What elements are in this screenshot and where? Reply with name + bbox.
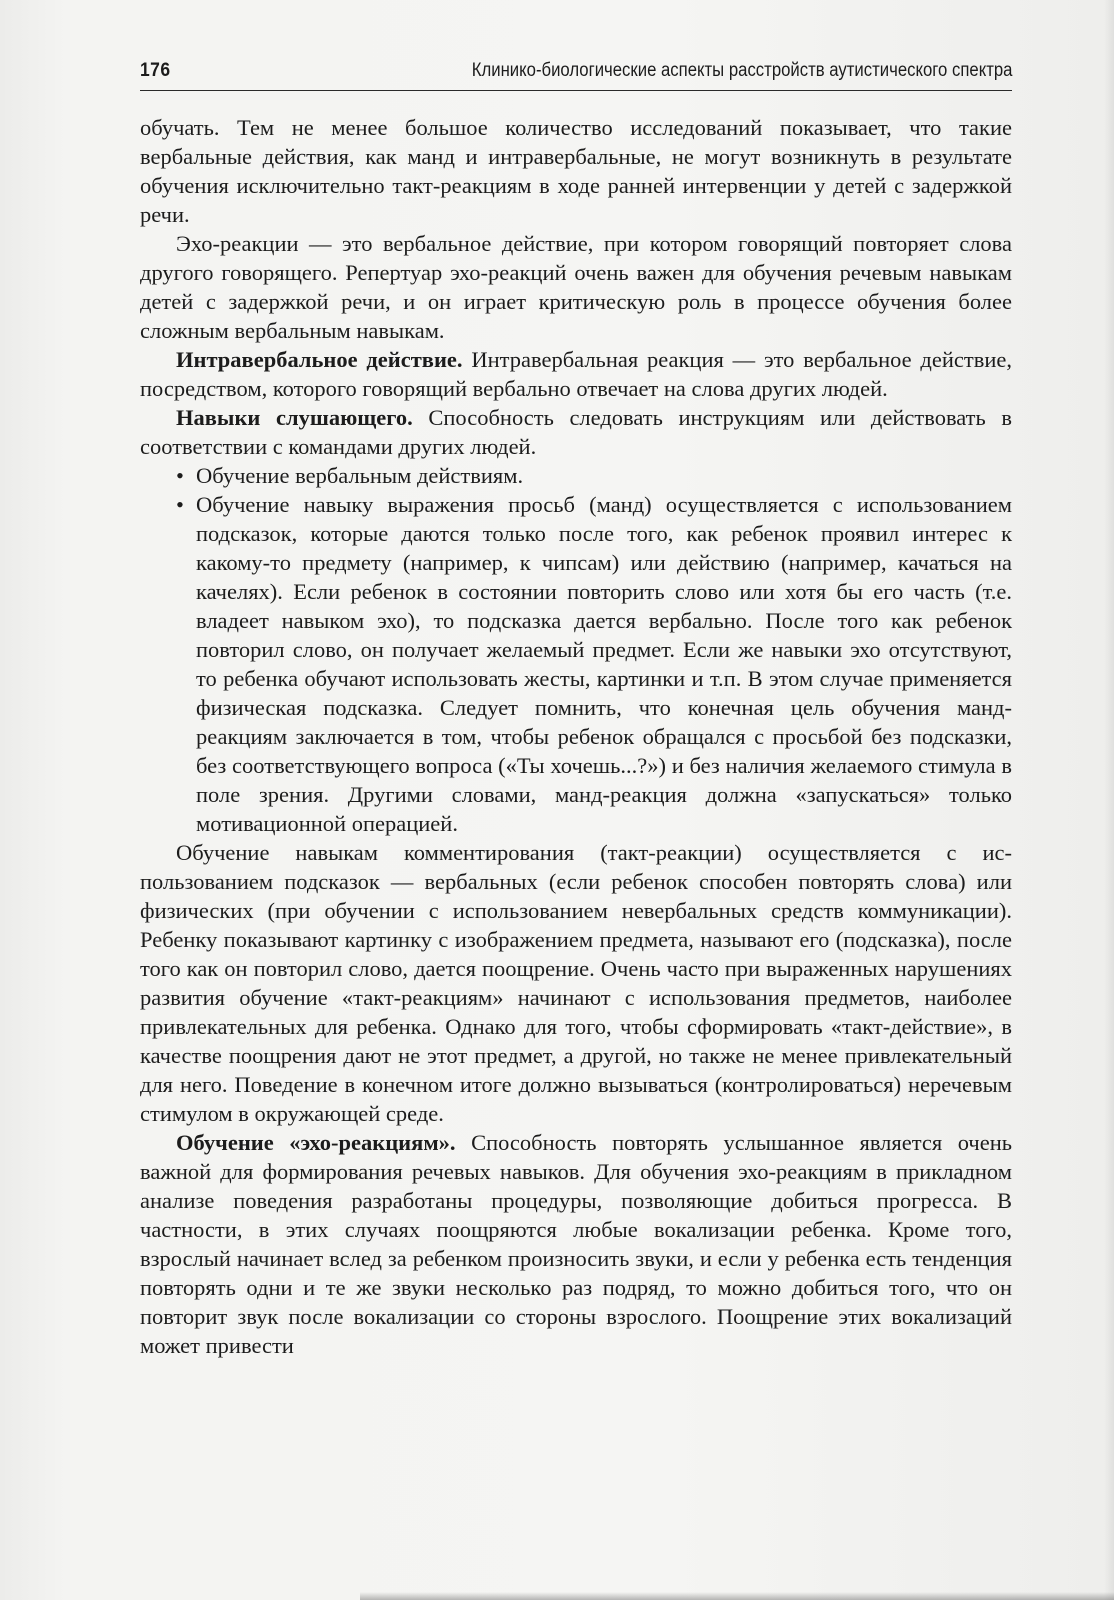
listener-skills-text: Способность следовать инструкциям или действовать в соответствии с командами других людей. bbox=[140, 405, 1012, 459]
intraverbal-text: Интравербальная реакция — это вербальное действие, посредством, которого говорящий вербально отвечает на слова других людей. bbox=[140, 347, 1012, 401]
list-item-text: Обучение вербальным действиям. bbox=[196, 463, 524, 488]
listener-skills-heading: Навыки слушающего. bbox=[176, 405, 413, 430]
intraverbal-heading: Интравербальное действие. bbox=[176, 347, 463, 372]
echo-training-heading: Обучение «эхо-реакциям». bbox=[176, 1130, 456, 1155]
body-text bbox=[140, 113, 1012, 1360]
echo-training-text: Способность повторять услышанное является очень важной для формирования речевых навыков. Для обучения эхо-реакциям в прикладном анализе поведения разработаны процедуры, позволяющие добиться прогресса. В частности, в этих случаях поощряются любые вокализации ребенка. Кроме того, взрослый начинает вслед за ребенком произносить звуки, и если у ребенка есть тенденция повторять одни и те же звуки несколько раз подряд, то можно добиться того, что он повторит звук после вокализации со стороны взрослого. Поощрение этих вокализаций может привести bbox=[140, 1130, 1012, 1358]
bullet-icon: • bbox=[176, 492, 184, 517]
list-item bbox=[176, 490, 1012, 838]
page-bottom-shadow bbox=[360, 1592, 1114, 1600]
paragraph-intraverbal bbox=[140, 345, 1012, 403]
paragraph-echo-reactions: Эхо-реакции — это вербальное действие, при котором говорящий повторяет слова другого говорящего. Репертуар эхо-реакций очень важен для обучения речевым навыкам детей с задержкой речи, и он играет критическую роль в процессе обучения более сложным вербальным навыкам. bbox=[140, 231, 1012, 343]
page-edge-shadow bbox=[1104, 0, 1114, 1600]
bullet-icon: • bbox=[176, 463, 184, 488]
paragraph-listener-skills bbox=[140, 403, 1012, 461]
paragraph-continuation: обучать. Тем не менее большое количество исследований показывает, что такие вербальные действия, как манд и интравербальные, не могут возникнуть в результате обучения исключительно такт-реакциям в ходе ранней интервенции у детей с задержкой речи. bbox=[140, 115, 1012, 227]
paragraph-tact-training: Обучение навыкам комментирования (такт-реакции) осуществляется с использованием подсказок — вербальных (если ребенок способен повторять слова) или физических (при обучении с использованием невербальных средств коммуникации). Ребенку показывают картинку с изображением предмета, называют его (подсказка), после того как он повторил слово, дается поощрение. Очень часто при выраженных нарушениях развития обучение «такт-реакциям» начинают с использования предметов, наиболее привлекательных для ребенка. Однако для того, чтобы сформировать «такт-действие», в качестве поощрения дают не этот предмет, а другой, но также не менее привлекательный для него. Поведение в конечном итоге должно вызываться (контролироваться) неречевым стимулом в окружающей среде. bbox=[140, 840, 1012, 1126]
paragraph-echo-training bbox=[140, 1128, 1012, 1360]
running-title: Клинико-биологические аспекты расстройств аутистического спектра bbox=[471, 60, 1012, 81]
list-item-text: Обучение навыку выражения просьб (манд) осуществляется с использованием подсказок, которые даются только после того, как ребенок проявил интерес к какому-то предмету (например, к чипсам) или действию (например, качаться на качелях). Если ребенок в состоянии повторить слово или хотя бы его часть (т.е. владеет навыком эхо), то подсказка дается вербально. После того как ребенок повторил слово, он получает желаемый предмет. Если же навыки эхо отсутствуют, то ребенка обучают использовать жесты, картинки и т.п. В этом случае применяется физическая подсказка. Следует помнить, что конечная цель обучения манд-реакциям заключается в том, чтобы ребенок обращался с просьбой без подсказки, без соответствующего вопроса («Ты хочешь...?») и без наличия желаемого стимула в поле зрения. Другими словами, манд-реакция должна «запускаться» только мотивационной операцией. bbox=[196, 492, 1012, 836]
list-item bbox=[176, 461, 1012, 490]
bullet-list bbox=[140, 461, 1012, 838]
page-number: 176 bbox=[140, 60, 171, 81]
page-header bbox=[140, 58, 1012, 91]
